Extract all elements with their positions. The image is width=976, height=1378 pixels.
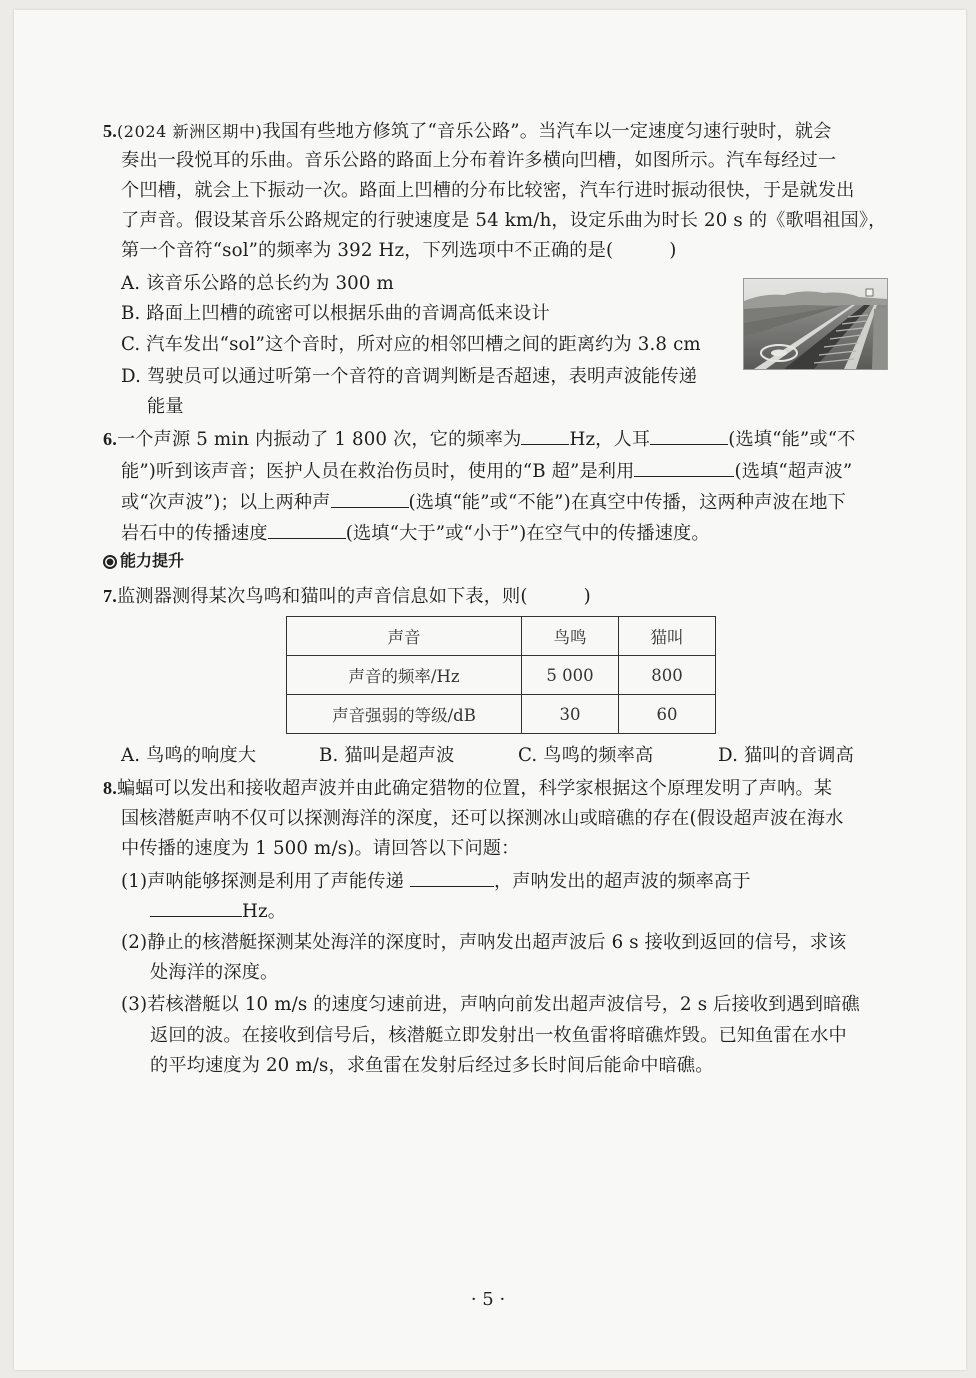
q5-text-1: 我国有些地方修筑了“音乐公路”。当汽车以一定速度匀速行驶时，就会 <box>262 121 832 142</box>
section-bullet-icon <box>103 555 117 569</box>
q7-option-d: D. 猫叫的音调高 <box>718 745 854 766</box>
table-row <box>287 695 716 734</box>
q6-text-3a: 或“次声波”)；以上两种声 <box>121 492 331 513</box>
section-heading <box>103 549 184 573</box>
table-header-cell: 声音 <box>287 617 522 656</box>
q7-text: 监测器测得某次鸟鸣和猫叫的声音信息如下表，则( <box>116 586 528 607</box>
q8-line-3: 中传播的速度为 1 500 m/s)。请回答以下问题： <box>121 838 520 859</box>
q5-line-5 <box>121 237 676 265</box>
q7-option-a: A. 鸟鸣的响度大 <box>121 745 257 766</box>
table-cell: 800 <box>619 656 716 695</box>
q5-close-paren: ) <box>669 240 677 261</box>
q8-part-2-line-2: 处海洋的深度。 <box>150 962 279 983</box>
q8-part-3-line-3: 的平均速度为 20 m/s，求鱼雷在发射后经过多长时间后能命中暗礁。 <box>150 1055 714 1076</box>
table-row <box>287 656 716 695</box>
q6-blank-1[interactable] <box>521 424 569 445</box>
q8-blank-2[interactable] <box>150 896 242 917</box>
q8-number: 8. <box>103 778 117 798</box>
q5-line-3: 个凹槽，就会上下振动一次。路面上凹槽的分布比较密，汽车行进时振动很快，于是就发出 <box>121 180 855 201</box>
table-cell: 60 <box>619 695 716 734</box>
q6-text-1b: Hz，人耳 <box>569 429 651 450</box>
page-number: · 5 · <box>470 1289 506 1310</box>
q5-text-5: 第一个音符“sol”的频率为 392 Hz，下列选项中不正确的是( <box>121 240 614 261</box>
table-header-cell: 猫叫 <box>619 617 716 656</box>
q7-option-b: B. 猫叫是超声波 <box>319 745 455 766</box>
q6-number: 6. <box>103 429 117 449</box>
q6-text-1c: (选填“能”或“不 <box>728 429 856 450</box>
q5-option-d: D. 驾驶员可以通过听第一个音符的音调判断是否超速，表明声波能传递 <box>121 366 698 387</box>
q6-text-2b: (选填“超声波” <box>734 461 853 482</box>
table-cell: 30 <box>522 695 619 734</box>
q5-line-1 <box>103 117 886 145</box>
q6-text-4b: (选填“大于”或“小于”)在空气中的传播速度。 <box>345 523 710 544</box>
q6-blank-4[interactable] <box>331 487 409 508</box>
q7-option-c: C. 鸟鸣的频率高 <box>518 745 654 766</box>
q6-text-3b: (选填“能”或“不能”)在真空中传播，这两种声波在地下 <box>408 492 846 513</box>
q6-line-4 <box>121 518 710 546</box>
sound-info-table <box>286 616 716 734</box>
table-cell: 声音强弱的等级/dB <box>287 695 522 734</box>
table-cell: 5 000 <box>522 656 619 695</box>
q6-text-2a: 能”)听到该声音；医护人员在救治伤员时，使用的“B 超”是利用 <box>121 461 635 482</box>
q8-part-1-text-c: Hz。 <box>242 901 287 922</box>
q6-line-3 <box>121 487 886 515</box>
q5-option-b: B. 路面上凹槽的疏密可以根据乐曲的音调高低来设计 <box>121 303 550 324</box>
q8-part-1 <box>121 866 886 894</box>
q7-line-1 <box>103 582 591 610</box>
q8-part-3-line-2: 返回的波。在接收到信号后，核潜艇立即发射出一枚鱼雷将暗礁炸毁。已知鱼雷在水中 <box>150 1025 847 1046</box>
table-cell: 声音的频率/Hz <box>287 656 522 695</box>
q7-close-paren: ) <box>583 586 591 607</box>
q6-blank-5[interactable] <box>268 518 346 539</box>
q5-source: (2024 新洲区期中) <box>116 122 263 141</box>
table-header-row <box>287 617 716 656</box>
q8-blank-1[interactable] <box>410 866 494 887</box>
q5-option-c: C. 汽车发出“sol”这个音时，所对应的相邻凹槽之间的距离约为 3.8 cm <box>121 334 701 355</box>
q6-line-2 <box>121 456 886 484</box>
q5-option-d-cont: 能量 <box>147 396 184 417</box>
q6-text-4a: 岩石中的传播速度 <box>121 523 268 544</box>
q6-blank-2[interactable] <box>650 424 728 445</box>
q7-number: 7. <box>103 586 117 606</box>
q8-line-1 <box>103 774 886 802</box>
q6-text-1a: 一个声源 5 min 内振动了 1 800 次，它的频率为 <box>116 429 522 450</box>
q5-number: 5. <box>103 121 117 141</box>
music-road-photo <box>743 278 888 370</box>
q5-line-4: 了声音。假设某音乐公路规定的行驶速度是 54 km/h，设定乐曲为时长 20 s 的《歌唱祖国》， <box>121 210 887 231</box>
table-header-cell: 鸟鸣 <box>522 617 619 656</box>
q8-part-3-line-1: (3)若核潜艇以 10 m/s 的速度匀速前进，声呐向前发出超声波信号，2 s 后接收到遇到暗礁 <box>121 994 860 1015</box>
q8-part-1-text-b: ，声呐发出的超声波的频率高于 <box>493 871 751 892</box>
q8-part-1-text-a: (1)声呐能够探测是利用了声能传递 <box>121 871 404 892</box>
q8-part-2-line-1: (2)静止的核潜艇探测某处海洋的深度时，声呐发出超声波后 6 s 接收到返回的信号，求该 <box>121 932 847 953</box>
q8-line-2: 国核潜艇声呐不仅可以探测海洋的深度，还可以探测冰山或暗礁的存在(假设超声波在海水 <box>121 808 844 829</box>
q6-blank-3[interactable] <box>634 456 734 477</box>
section-title: 能力提升 <box>120 551 185 570</box>
q5-line-2: 奏出一段悦耳的乐曲。音乐公路的路面上分布着许多横向凹槽，如图所示。汽车每经过一 <box>121 150 837 171</box>
q8-part-1-cont <box>150 896 286 924</box>
q8-text-1: 蝙蝠可以发出和接收超声波并由此确定猎物的位置，科学家根据这个原理发明了声呐。某 <box>116 778 833 799</box>
q6-line-1 <box>103 424 886 452</box>
q5-option-a: A. 该音乐公路的总长约为 300 m <box>121 273 394 294</box>
